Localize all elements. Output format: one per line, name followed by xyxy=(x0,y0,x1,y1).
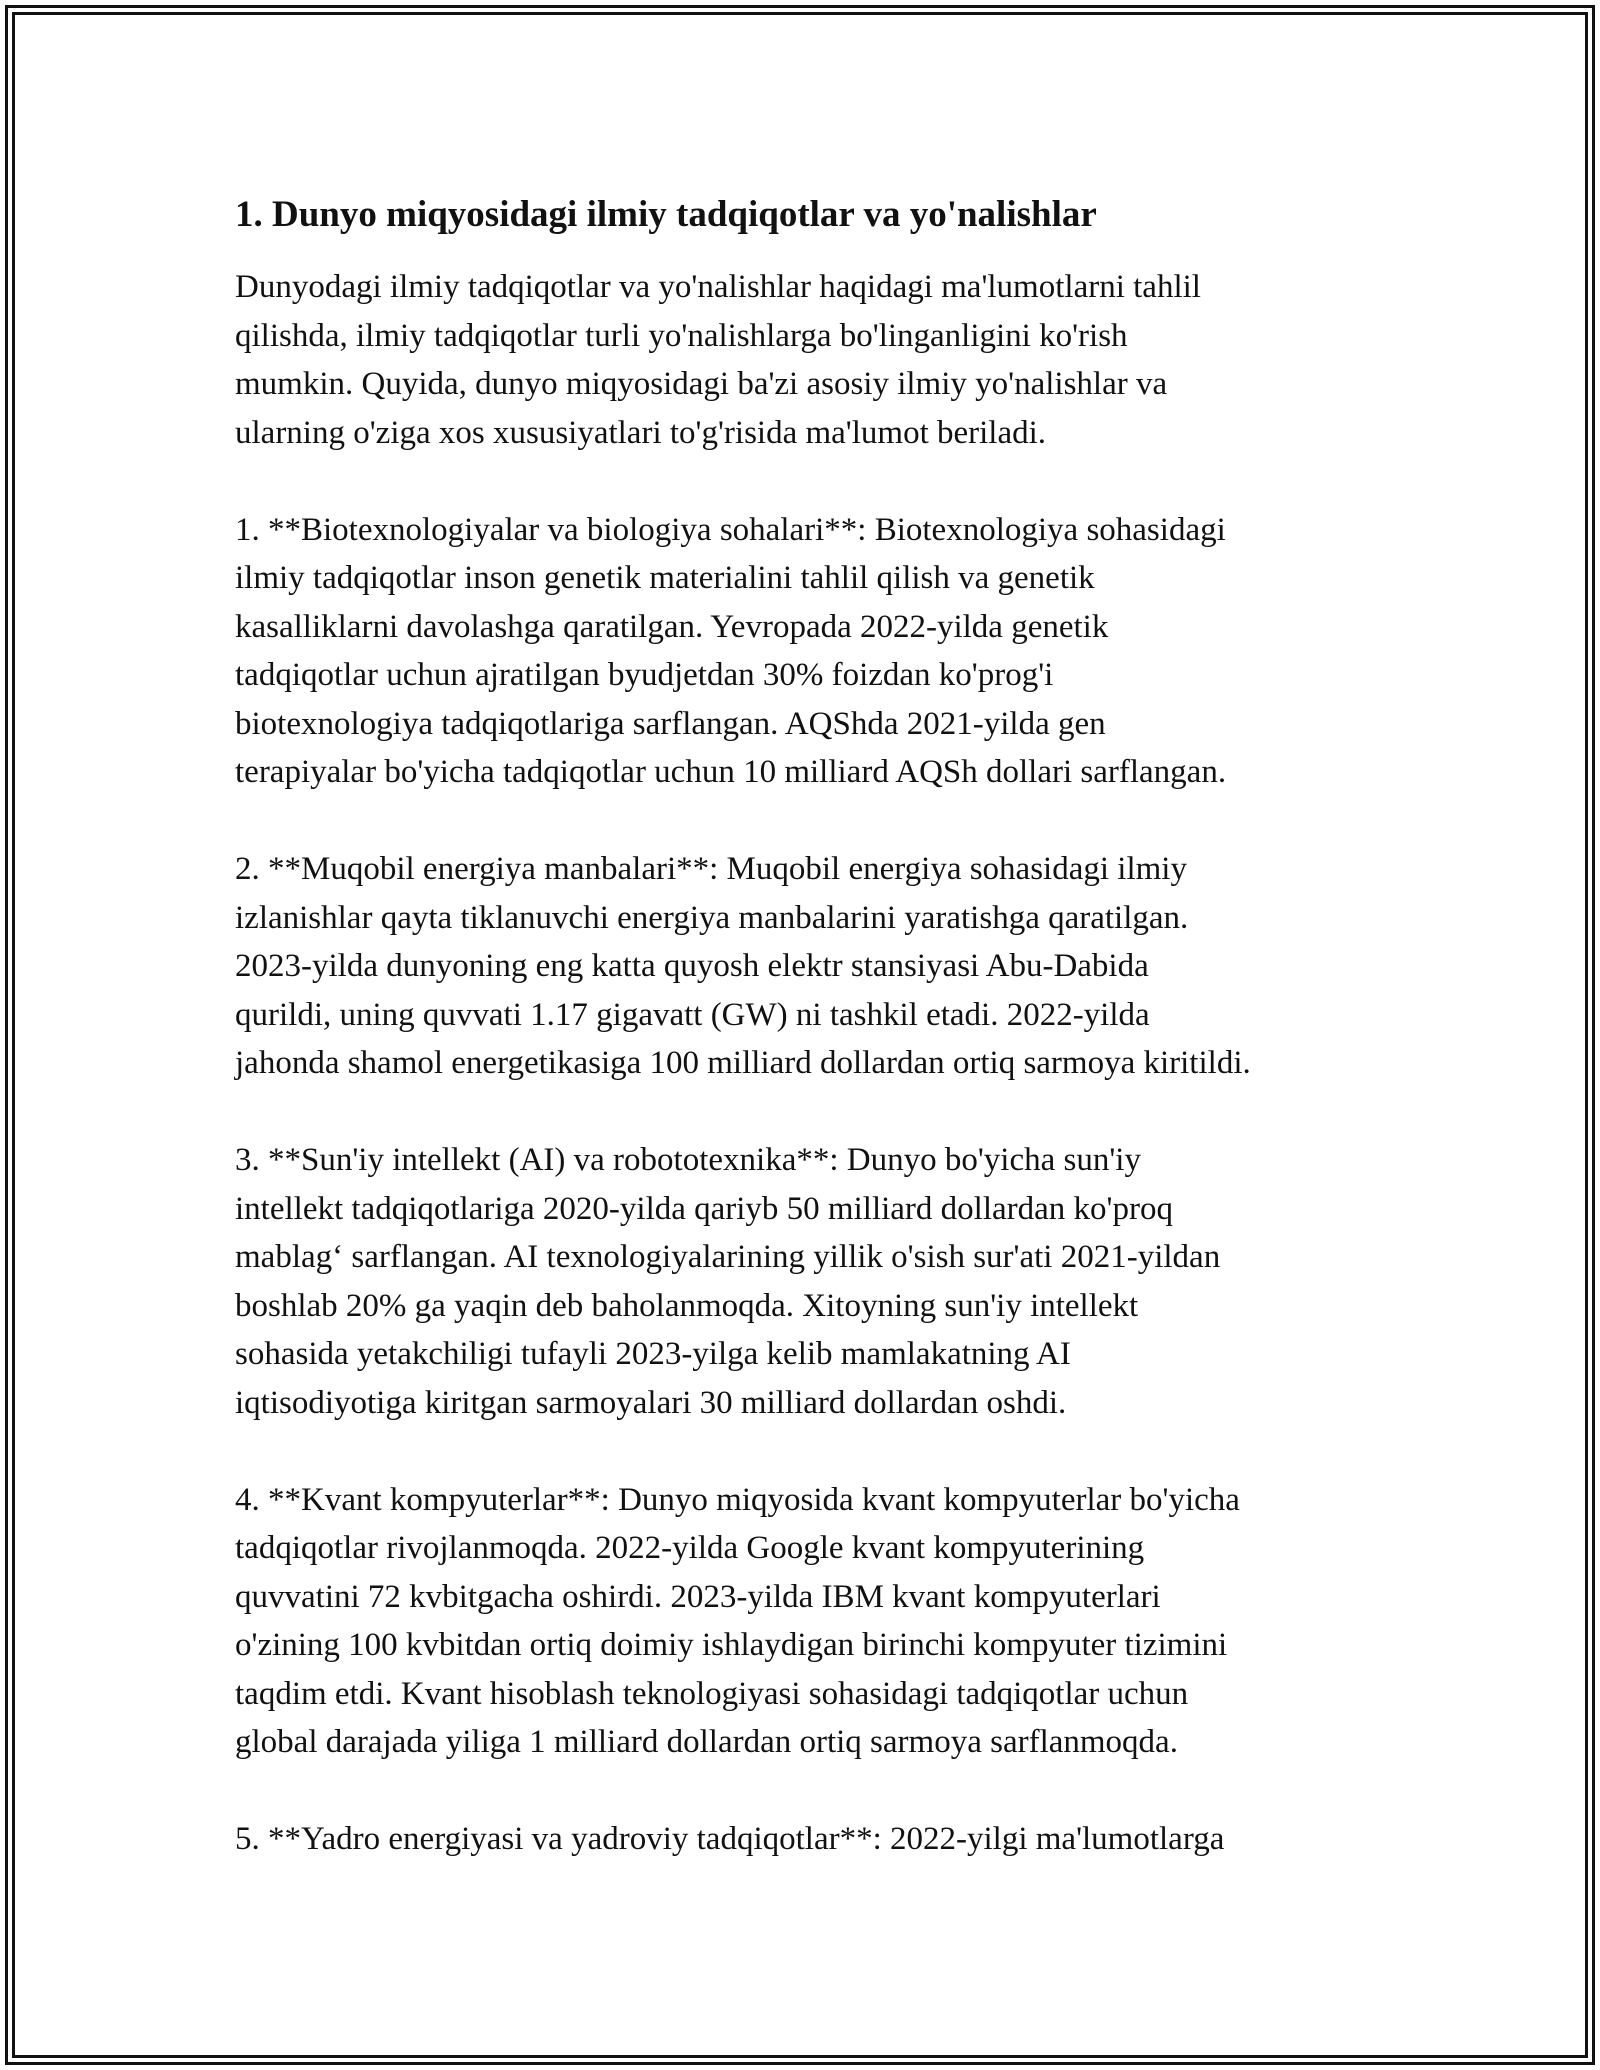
item-artificial-intelligence-paragraph: 3. **Sun'iy intellekt (AI) va robototexnika**: Dunyo bo'yicha sun'iy intellekt tadqiqotlariga 2020-yilda qariyb 50 milliard dollardan ko'proq mablag‘ sarflangan. AI texnologiyalarining yillik o'sish sur'ati 2021-yildan boshlab 20% ga yaqin deb baholanmoqda. Xitoyning sun'iy intellekt sohasida yetakchiligi tufayli 2023-yilga kelib mamlakatning AI iqtisodiyotiga kiritgan sarmoyalari 30 milliard dollardan oshdi. xyxy=(235,1142,1221,1421)
item-quantum-computers-paragraph: 4. **Kvant kompyuterlar**: Dunyo miqyosida kvant kompyuterlar bo'yicha tadqiqotlar rivojlanmoqda. 2022-yilda Google kvant kompyuterining quvvatini 72 kvbitgacha oshirdi. 2023-yilda IBM kvant kompyuterlari o'zining 100 kvbitdan ortiq doimiy ishlaydigan birinchi kompyuter tizimini taqdim etdi. Kvant hisoblash teknologiyasi sohasidagi tadqiqotlar uchun global darajada yiliga 1 milliard dollardan ortiq sarmoya sarflanmoqda. xyxy=(235,1481,1240,1760)
document-body xyxy=(235,190,1395,1864)
item-nuclear-energy-paragraph: 5. **Yadro energiyasi va yadroviy tadqiqotlar**: 2022-yilgi ma'lumotlarga xyxy=(235,1821,1225,1857)
item-renewable-energy-paragraph: 2. **Muqobil energiya manbalari**: Muqobil energiya sohasidagi ilmiy izlanishlar qayta tiklanuvchi energiya manbalarini yaratishga qaratilgan. 2023-yilda dunyoning eng katta quyosh elektr stansiyasi Abu-Dabida qurildi, uning quvvati 1.17 gigavatt (GW) ni tashkil etadi. 2022-yilda jahonda shamol energetikasiga 100 milliard dollardan ortiq sarmoya kiritildi. xyxy=(235,851,1251,1081)
intro-paragraph: Dunyodagi ilmiy tadqiqotlar va yo'nalishlar haqidagi ma'lumotlarni tahlil qilishda, ilmiy tadqiqotlar turli yo'nalishlarga bo'linganligini ko'rish mumkin. Quyida, dunyo miqyosidagi ba'zi asosiy ilmiy yo'nalishlar va ularning o'ziga xos xususiyatlari to'g'risida ma'lumot beriladi. xyxy=(235,269,1201,451)
section-title: 1. Dunyo miqyosidagi ilmiy tadqiqotlar va yo'nalishlar xyxy=(235,194,1097,235)
item-biotechnology-paragraph: 1. **Biotexnologiyalar va biologiya sohalari**: Biotexnologiya sohasidagi ilmiy tadqiqotlar inson genetik materialini tahlil qilish va genetik kasalliklarni davolashga qaratilgan. Yevropada 2022-yilda genetik tadqiqotlar uchun ajratilgan byudjetdan 30% foizdan ko'prog'i biotexnologiya tadqiqotlariga sarflangan. AQShda 2021-yilda gen terapiyalar bo'yicha tadqiqotlar uchun 10 milliard AQSh dollari sarflangan. xyxy=(235,511,1227,790)
